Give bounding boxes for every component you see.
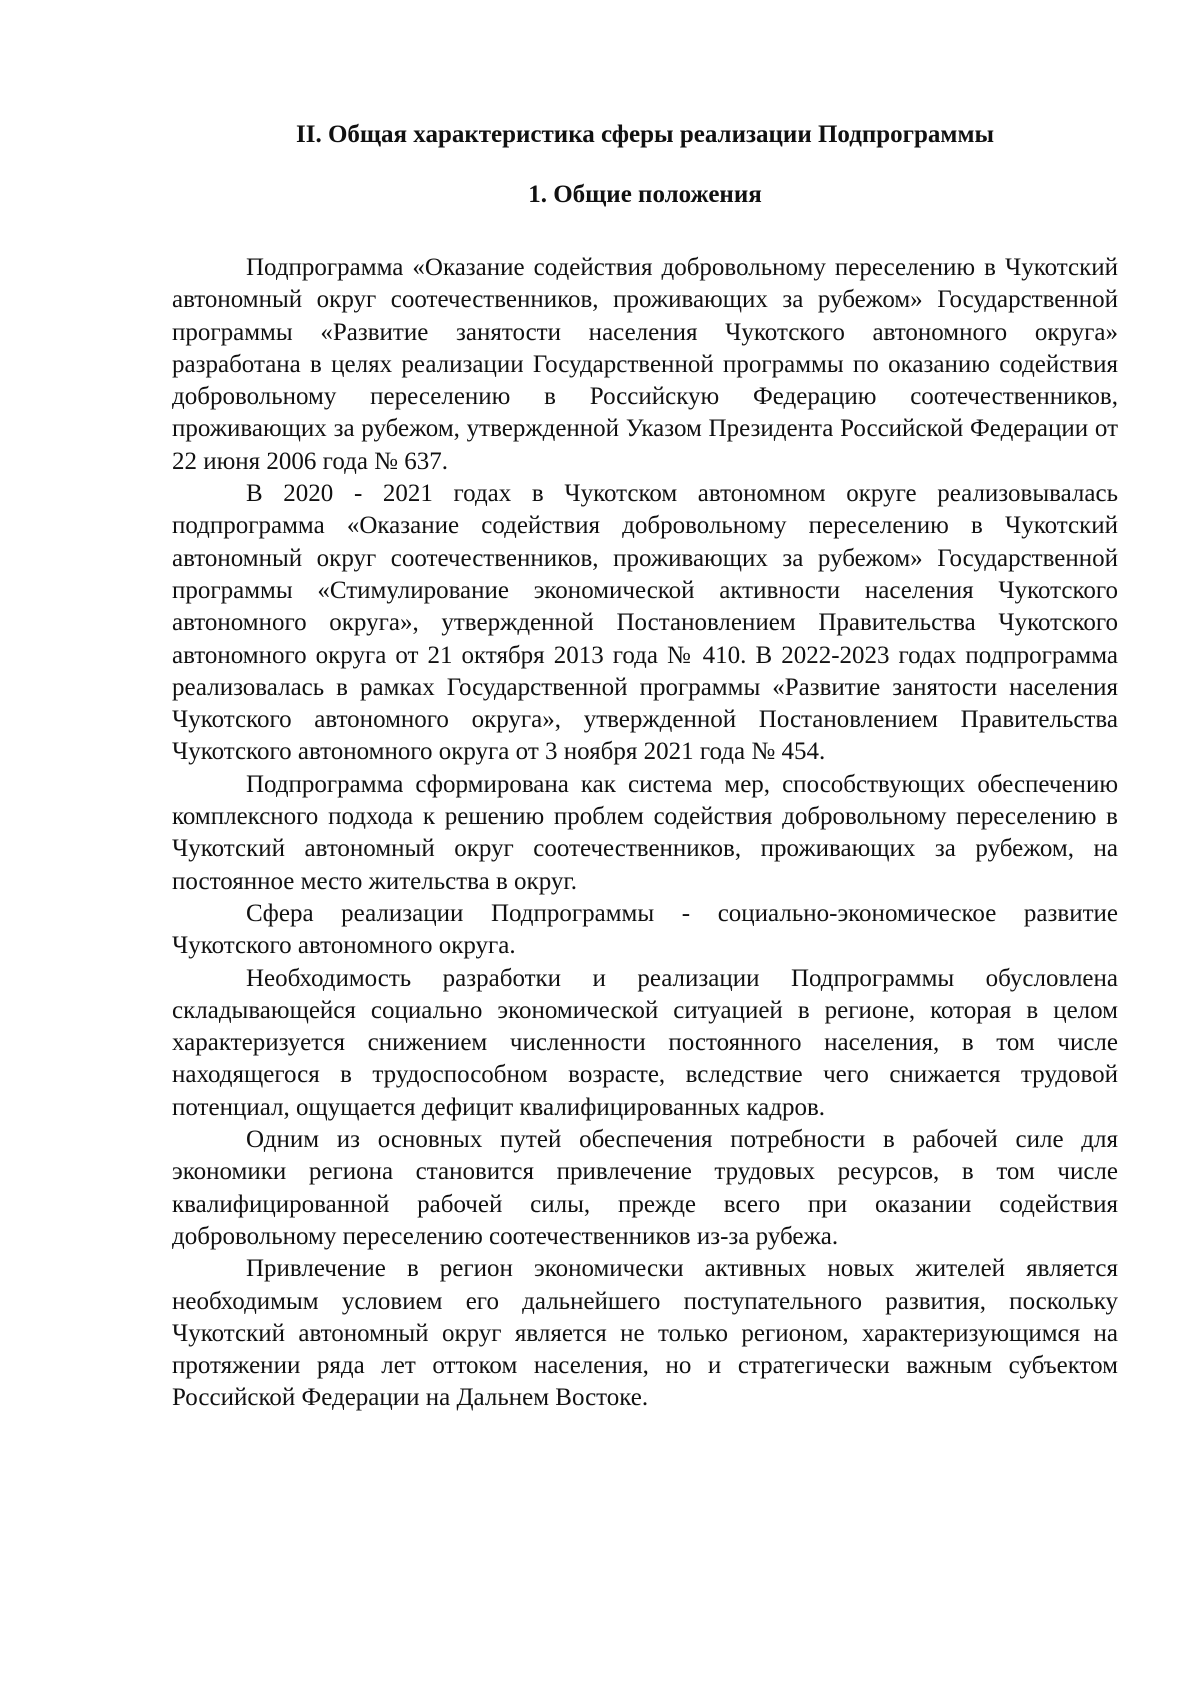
paragraph-labor-resources: Одним из основных путей обеспечения потребности в рабочей силе для экономики региона становится привлечение трудовых ресурсов, в том числе квалифицированной рабочей силы, прежде всего при оказании содействия добровольному переселению соотечественников из-за рубежа. (172, 1126, 1118, 1250)
paragraph-new-residents: Привлечение в регион экономически активных новых жителей является необходимым условием его дальнейшего поступательного развития, поскольку Чукотский автономный округ является не только регионом, характеризующимся на протяжении ряда лет оттоком населения, но и стратегически важным субъектом Российской Федерации на Дальнем Востоке. (172, 1255, 1118, 1412)
document-body (172, 118, 1118, 1415)
paragraph-subprogram-purpose: Подпрограмма «Оказание содействия добровольному переселению в Чукотский автономный округ соотечественников, проживающих за рубежом» Государственной программы «Развитие занятости населения Чукотского автономного округа» разработана в целях реализации Государственной программы по оказанию содействия добровольному переселению в Российскую Федерацию соотечественников, проживающих за рубежом, утвержденной Указом Президента Российской Федерации от 22 июня 2006 года № 637. (172, 254, 1118, 475)
paragraph-program-history: В 2020 - 2021 годах в Чукотском автономном округе реализовывалась подпрограмма «Оказание содействия добровольному переселению в Чукотский автономный округ соотечественников, проживающих за рубежом» Государственной программы «Стимулирование экономической активности населения Чукотского автономного округа», утвержденной Постановлением Правительства Чукотского автономного округа от 21 октября 2013 года № 410. В 2022-2023 годах подпрограмма реализовалась в рамках Государственной программы «Развитие занятости населения Чукотского автономного округа», утвержденной Постановлением Правительства Чукотского автономного округа от 3 ноября 2021 года № 454. (172, 480, 1118, 766)
subsection-title: 1. Общие положения (528, 181, 762, 208)
section-title: II. Общая характеристика сферы реализации Подпрограммы (295, 121, 994, 148)
paragraph-system-of-measures: Подпрограмма сформирована как система мер, способствующих обеспечению комплексного подхода к решению проблем содействия добровольному переселению в Чукотский автономный округ соотечественников, проживающих за рубежом, на постоянное место жительства в округ. (172, 770, 1118, 895)
paragraph-implementation-sphere: Сфера реализации Подпрограммы - социально-экономическое развитие Чукотского автономного округа. (172, 899, 1118, 960)
paragraph-necessity: Необходимость разработки и реализации Подпрограммы обусловлена складывающейся социально экономической ситуацией в регионе, которая в целом характеризуется снижением численности постоянного населения, в том числе находящегося в трудоспособном возрасте, вследствие чего снижается трудовой потенциал, ощущается дефицит квалифицированных кадров. (172, 964, 1118, 1121)
